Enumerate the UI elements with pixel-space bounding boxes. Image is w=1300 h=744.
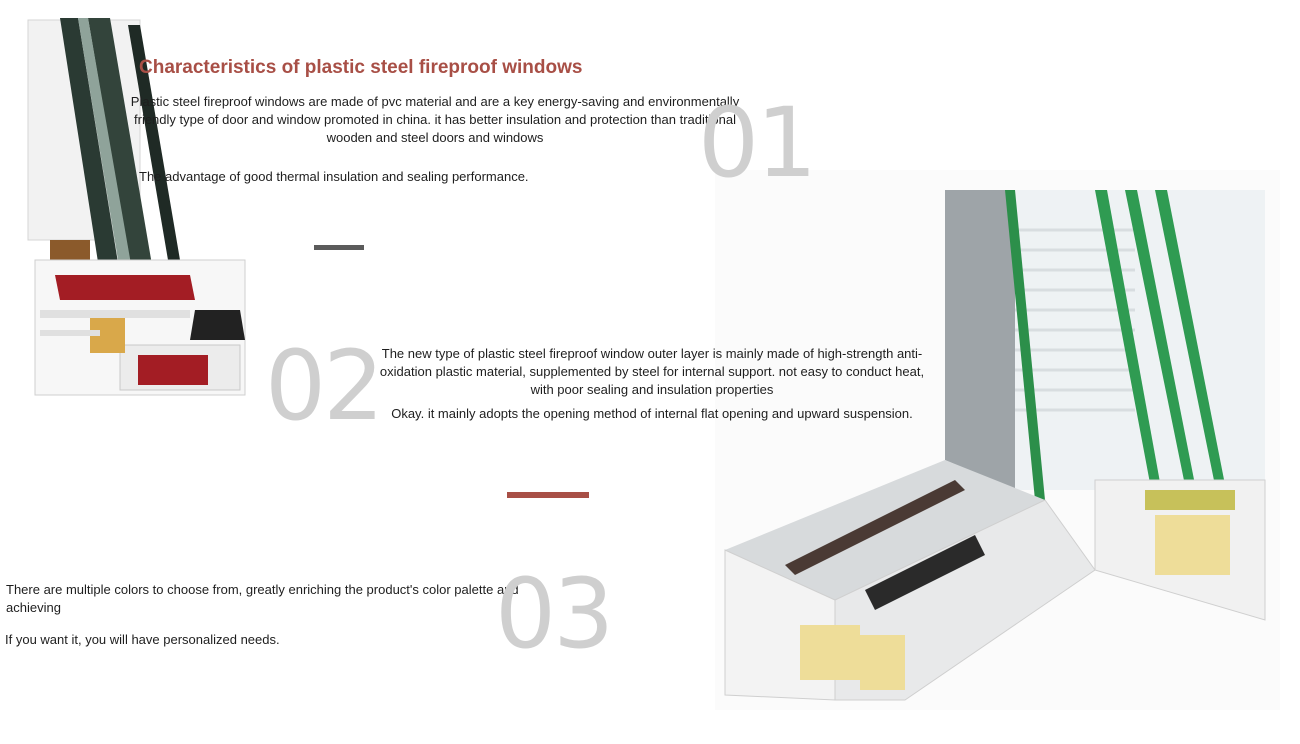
item-1-text: Plastic steel fireproof windows are made of pvc material and are a key energy-saving and environmentally friendly type of door and window promoted in china. it has better insulation and protection than traditional wooden and steel doors and windows [130, 94, 740, 145]
item-2-text: The new type of plastic steel fireproof window outer layer is mainly made of high-strength anti-oxidation plastic material, supplemented by steel for internal support. not easy to conduct heat, with poor sealing and insulation properties [379, 346, 925, 397]
item-3-number: 03 [495, 558, 612, 670]
item-2-number: 02 [265, 330, 382, 442]
item-1-subtext: The advantage of good thermal insulation and sealing performance. [139, 169, 529, 184]
divider-accent [507, 492, 589, 498]
section-title: Characteristics of plastic steel fireproof windows [139, 57, 583, 78]
item-2-subtext: Okay. it mainly adopts the opening method of internal flat opening and upward suspension. [391, 406, 913, 421]
window-corner-image-right [715, 170, 1280, 710]
item-3-text: There are multiple colors to choose from, greatly enriching the product's color palette and achieving [6, 582, 519, 615]
divider-dark [314, 245, 364, 250]
item-1-number: 01 [698, 87, 815, 199]
item-3-subtext: If you want it, you will have personalized needs. [5, 632, 280, 647]
